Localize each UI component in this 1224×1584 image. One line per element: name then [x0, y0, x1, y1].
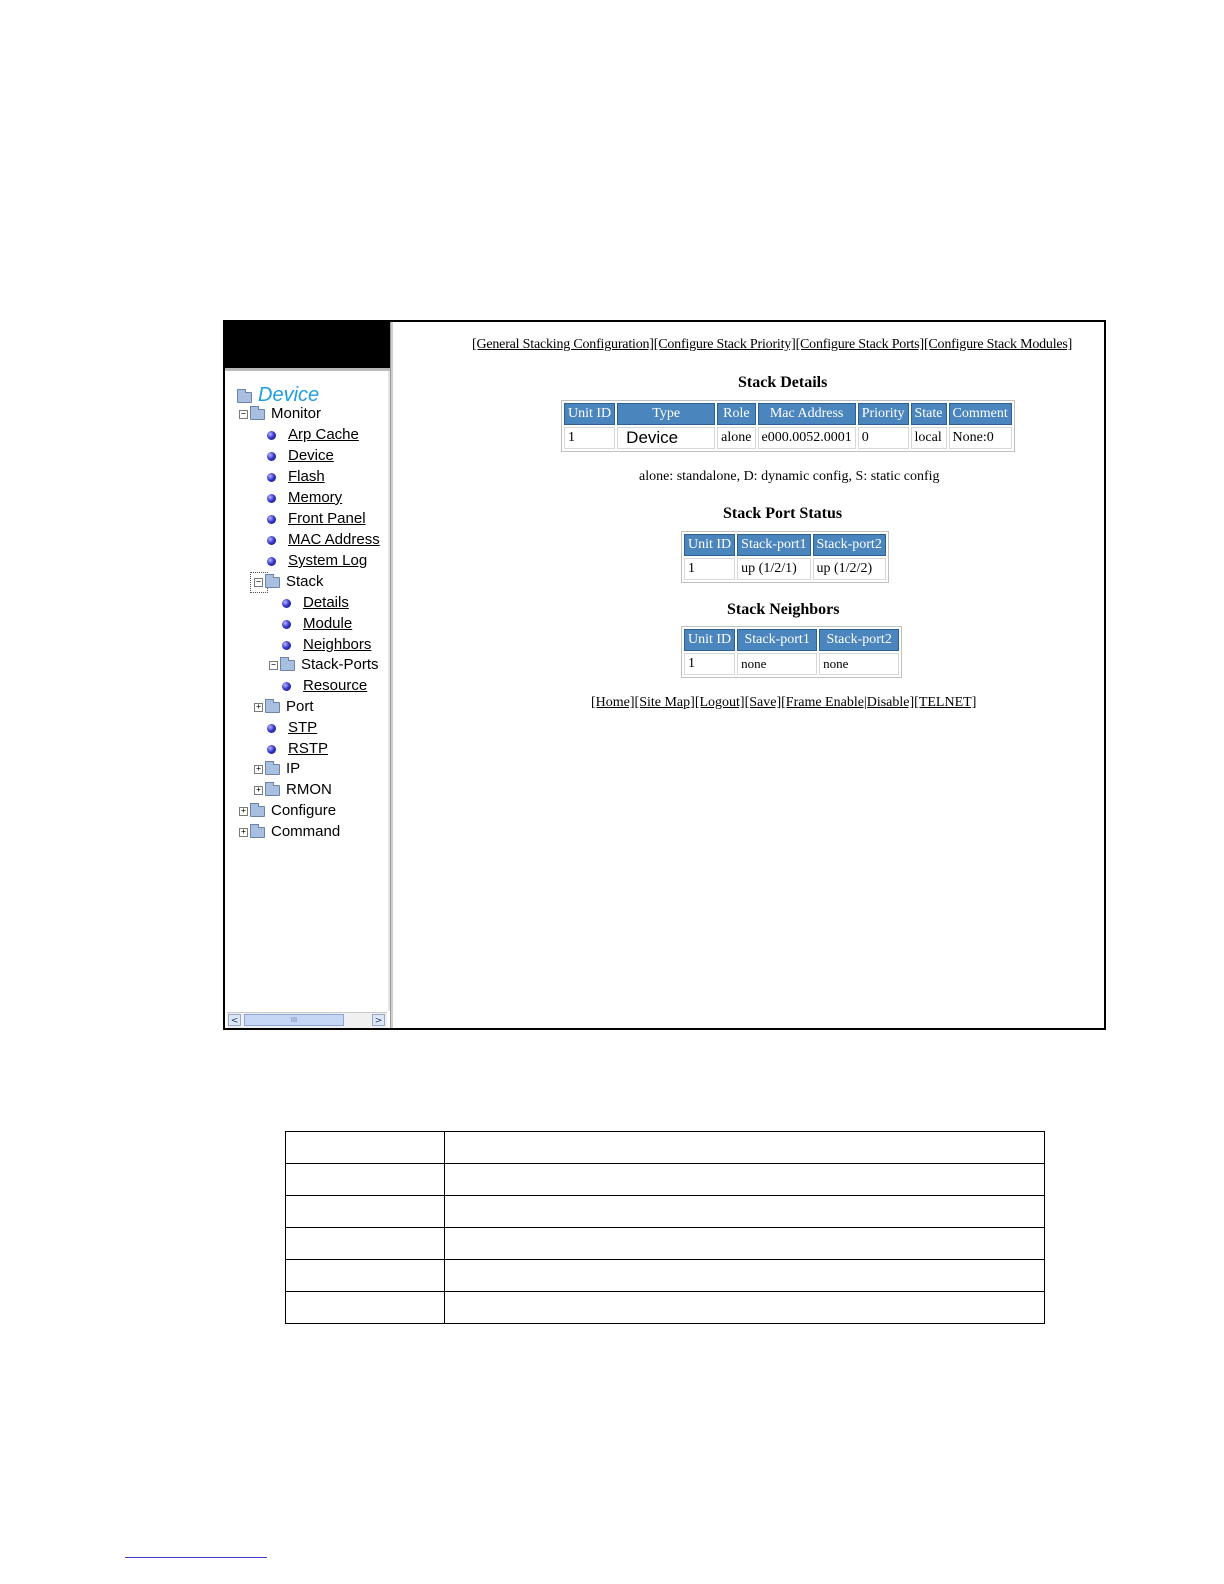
tree-link[interactable]: System Log: [288, 552, 368, 569]
page-bullet-icon: [267, 431, 276, 440]
column-header: State: [911, 403, 947, 425]
page-bullet-icon: [282, 682, 291, 691]
nav-link-general-stacking-configuration[interactable]: [General Stacking Configuration]: [472, 337, 654, 352]
top-navigation: [472, 337, 1072, 353]
tree-link[interactable]: Neighbors: [303, 636, 372, 653]
tree-item-front-panel[interactable]: [267, 509, 366, 529]
table-cell: [286, 1164, 445, 1196]
column-header: Stack-port2: [813, 534, 886, 556]
page-bullet-icon: [267, 473, 276, 482]
table-header-row: [684, 629, 899, 651]
table-cell: [445, 1196, 1045, 1228]
expand-icon[interactable]: +: [239, 828, 248, 837]
nav-link-save[interactable]: [Save]: [744, 695, 782, 710]
table-row: [286, 1132, 1045, 1164]
table-cell: none: [819, 653, 899, 675]
column-header: Unit ID: [684, 534, 735, 556]
table-cell: local: [911, 427, 947, 449]
scroll-left-arrow-icon[interactable]: <: [228, 1014, 241, 1026]
tree-item-stp[interactable]: [267, 718, 317, 738]
table-cell: alone: [717, 427, 755, 449]
nav-link-frame-toggle[interactable]: [Frame Enable|Disable]: [781, 695, 915, 710]
tree-item-resource[interactable]: [282, 676, 367, 696]
column-header: Priority: [858, 403, 909, 425]
stack-port-status-table: [681, 531, 889, 583]
table-row: [286, 1196, 1045, 1228]
nav-link-telnet[interactable]: [TELNET]: [914, 695, 977, 710]
horizontal-scrollbar[interactable]: [227, 1012, 387, 1028]
content-pane: [393, 322, 1104, 1028]
table-cell: 1: [684, 558, 735, 580]
column-header: Type: [617, 403, 715, 425]
tree-node-configure[interactable]: [239, 801, 336, 821]
tree-item-flash[interactable]: [267, 467, 325, 487]
column-header: Mac Address: [758, 403, 856, 425]
expand-icon[interactable]: +: [254, 786, 263, 795]
tree-link[interactable]: Memory: [288, 489, 343, 506]
column-header: Stack-port2: [819, 629, 899, 651]
tree-node-ip[interactable]: [254, 759, 300, 779]
tree-link[interactable]: Device: [288, 447, 334, 464]
tree-item-arp-cache[interactable]: [267, 425, 359, 445]
footer-rule: [125, 1557, 267, 1558]
table-row: [564, 427, 1012, 449]
table-cell: [445, 1292, 1045, 1324]
tree-item-device[interactable]: [267, 446, 334, 466]
page-bullet-icon: [282, 599, 291, 608]
tree-link[interactable]: Front Panel: [288, 510, 366, 527]
tree-node-label: Monitor: [271, 405, 322, 422]
bottom-navigation: [591, 695, 976, 711]
page-bullet-icon: [267, 536, 276, 545]
expand-icon[interactable]: +: [254, 765, 263, 774]
tree-node-rmon[interactable]: [254, 780, 332, 800]
table-cell: [445, 1228, 1045, 1260]
column-header: Unit ID: [684, 629, 735, 651]
tree-root-label: Device: [258, 384, 320, 406]
column-header: Stack-port1: [737, 534, 810, 556]
page-bullet-icon: [267, 745, 276, 754]
tree-node-monitor[interactable]: [239, 404, 321, 424]
page-bullet-icon: [282, 641, 291, 650]
expand-icon[interactable]: +: [239, 807, 248, 816]
table-cell: none: [737, 653, 817, 675]
table-header-row: [684, 534, 886, 556]
tree-root-device[interactable]: [237, 385, 319, 405]
table-cell: [286, 1260, 445, 1292]
nav-link-home[interactable]: [Home]: [591, 695, 635, 710]
tree-item-system-log[interactable]: [267, 551, 367, 571]
tree-node-label: Port: [286, 698, 314, 715]
tree-item-memory[interactable]: [267, 488, 342, 508]
page-bullet-icon: [267, 724, 276, 733]
table-cell: 1: [564, 427, 615, 449]
tree-link[interactable]: MAC Address: [288, 531, 380, 548]
page-bullet-icon: [282, 620, 291, 629]
tree-node-command[interactable]: [239, 822, 340, 842]
role-legend: alone: standalone, D: dynamic config, S: static config: [639, 469, 940, 484]
tree-item-rstp[interactable]: [267, 739, 328, 759]
table-cell: Device: [617, 427, 715, 449]
folder-icon: [265, 702, 280, 713]
table-cell: 1: [684, 653, 735, 675]
table-cell: [286, 1292, 445, 1324]
folder-open-icon: [250, 409, 265, 420]
tree-node-label: IP: [286, 760, 301, 777]
tree-link[interactable]: STP: [288, 719, 318, 736]
stack-details-table: [561, 400, 1015, 452]
table-cell: e000.0052.0001: [758, 427, 856, 449]
collapse-icon[interactable]: −: [254, 578, 263, 587]
scroll-thumb[interactable]: III: [244, 1014, 344, 1026]
column-header: Comment: [949, 403, 1012, 425]
tree-node-stack-ports[interactable]: [269, 655, 379, 675]
tree-node-stack[interactable]: [254, 572, 324, 592]
table-cell: [445, 1164, 1045, 1196]
tree-node-label: Stack: [286, 573, 324, 590]
table-row: [286, 1292, 1045, 1324]
tree-link[interactable]: Resource: [303, 677, 368, 694]
tree-item-mac-address[interactable]: [267, 530, 380, 550]
tree-link[interactable]: Details: [303, 594, 349, 611]
nav-header-bar: [225, 322, 390, 368]
tree-link[interactable]: RSTP: [288, 740, 329, 757]
tree-node-label: Configure: [271, 802, 337, 819]
table-row: [684, 653, 899, 675]
tree-item-module[interactable]: [282, 614, 352, 634]
collapse-icon[interactable]: −: [269, 661, 278, 670]
column-header: Stack-port1: [737, 629, 817, 651]
tree-link[interactable]: Flash: [288, 468, 325, 485]
column-header: Role: [717, 403, 755, 425]
table-cell: [286, 1228, 445, 1260]
table-cell: up (1/2/2): [813, 558, 886, 580]
tree-node-label: RMON: [286, 781, 332, 798]
table-cell: [286, 1196, 445, 1228]
tree-node-label: Stack-Ports: [301, 656, 379, 673]
table-cell: None:0: [949, 427, 1012, 449]
table-cell: up (1/2/1): [737, 558, 810, 580]
folder-open-icon: [237, 392, 252, 403]
page-bullet-icon: [267, 494, 276, 503]
page-bullet-icon: [267, 557, 276, 566]
folder-icon: [280, 660, 295, 671]
table-row: [286, 1164, 1045, 1196]
table-row: [286, 1260, 1045, 1292]
nav-link-site-map[interactable]: [Site Map]: [634, 695, 695, 710]
table-cell: 0: [858, 427, 909, 449]
nav-header-divider: [225, 368, 390, 371]
stack-neighbors-title: Stack Neighbors: [727, 601, 840, 618]
empty-description-table: [285, 1131, 1045, 1324]
folder-open-icon: [265, 577, 280, 588]
collapse-icon[interactable]: −: [239, 410, 248, 419]
tree-node-port[interactable]: [254, 697, 314, 717]
folder-icon: [265, 785, 280, 796]
nav-link-configure-stack-priority[interactable]: [Configure Stack Priority]: [653, 337, 796, 352]
table-row: [684, 558, 886, 580]
tree-link[interactable]: Module: [303, 615, 353, 632]
page-bullet-icon: [267, 515, 276, 524]
nav-link-configure-stack-modules[interactable]: [Configure Stack Modules]: [923, 337, 1073, 352]
tree-item-details[interactable]: [282, 593, 349, 613]
tree-item-neighbors[interactable]: [282, 635, 371, 655]
table-row: [286, 1228, 1045, 1260]
nav-link-configure-stack-ports[interactable]: [Configure Stack Ports]: [795, 337, 924, 352]
table-cell: [286, 1132, 445, 1164]
tree-node-label: Command: [271, 823, 341, 840]
scroll-right-arrow-icon[interactable]: >: [372, 1014, 385, 1026]
tree-link[interactable]: Arp Cache: [288, 426, 359, 443]
browser-screenshot: [223, 320, 1106, 1030]
column-header: Unit ID: [564, 403, 615, 425]
page-bullet-icon: [267, 452, 276, 461]
stack-port-status-title: Stack Port Status: [723, 505, 843, 522]
folder-icon: [250, 827, 265, 838]
stack-neighbors-table: [681, 626, 902, 678]
folder-icon: [250, 806, 265, 817]
expand-icon[interactable]: +: [254, 703, 263, 712]
table-header-row: [564, 403, 1012, 425]
navigation-pane: [225, 322, 390, 1028]
table-cell: [445, 1132, 1045, 1164]
folder-icon: [265, 764, 280, 775]
table-cell: [445, 1260, 1045, 1292]
stack-details-title: Stack Details: [738, 374, 828, 391]
nav-link-logout[interactable]: [Logout]: [694, 695, 745, 710]
